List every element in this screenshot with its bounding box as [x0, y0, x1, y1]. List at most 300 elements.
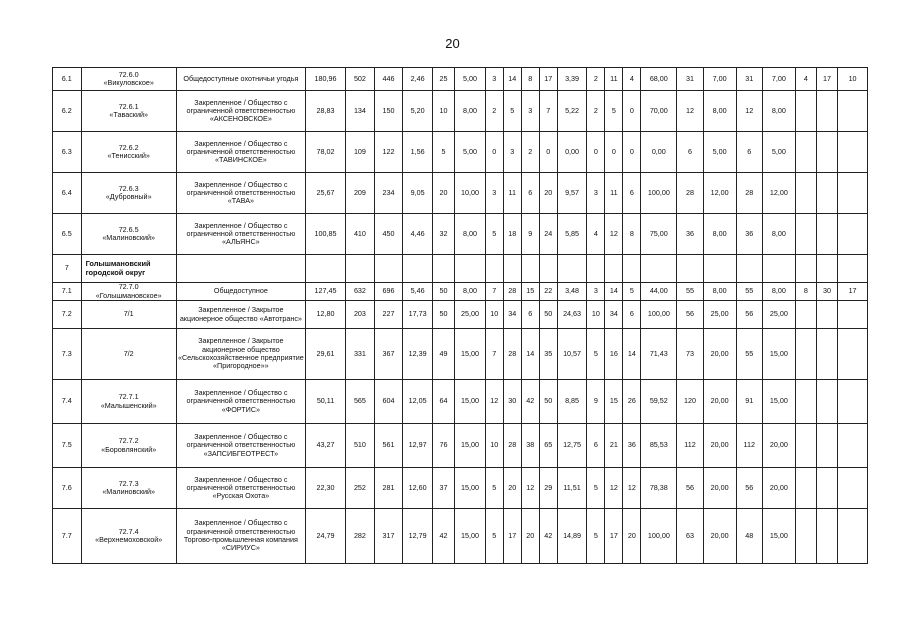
table-row	[53, 301, 868, 329]
value-cell: 5	[503, 91, 521, 132]
value-cell: 55	[736, 329, 762, 380]
value-cell: 3	[587, 283, 605, 301]
table-row	[53, 283, 868, 301]
value-cell: 25	[432, 68, 454, 91]
value-cell: 24,63	[557, 301, 587, 329]
value-cell: 25,00	[703, 301, 736, 329]
value-cell: 5,00	[703, 132, 736, 173]
value-cell: 6	[587, 424, 605, 468]
value-cell: 35	[539, 329, 557, 380]
value-cell: 15,00	[763, 380, 796, 424]
empty-cell	[838, 255, 868, 283]
zone-cell: 72.7.4 «Верхнемоховской»	[81, 509, 176, 564]
value-cell	[795, 424, 816, 468]
empty-cell	[455, 255, 486, 283]
value-cell: 64	[432, 380, 454, 424]
value-cell: 50	[539, 301, 557, 329]
empty-cell	[703, 255, 736, 283]
value-cell: 20	[623, 509, 641, 564]
value-cell	[795, 91, 816, 132]
value-cell: 7	[485, 283, 503, 301]
value-cell: 12,97	[403, 424, 433, 468]
empty-cell	[623, 255, 641, 283]
category-cell: Общедоступное	[176, 283, 305, 301]
value-cell: 29	[539, 468, 557, 509]
value-cell: 9,57	[557, 173, 587, 214]
value-cell	[816, 91, 837, 132]
value-cell: 55	[736, 283, 762, 301]
value-cell: 11	[605, 173, 623, 214]
value-cell: 9	[587, 380, 605, 424]
zone-cell: 72.7.2 «Боровлянский»	[81, 424, 176, 468]
value-cell: 22,30	[305, 468, 345, 509]
value-cell: 122	[374, 132, 403, 173]
value-cell: 8,00	[703, 214, 736, 255]
value-cell	[795, 214, 816, 255]
row-number-cell: 7	[53, 255, 82, 283]
value-cell: 28,83	[305, 91, 345, 132]
value-cell	[795, 132, 816, 173]
hunting-quota-table	[52, 67, 868, 564]
value-cell: 16	[605, 329, 623, 380]
value-cell: 5,00	[763, 132, 796, 173]
value-cell: 5	[485, 468, 503, 509]
value-cell: 28	[503, 283, 521, 301]
value-cell: 12,05	[403, 380, 433, 424]
value-cell: 5,46	[403, 283, 433, 301]
page-number: 20	[445, 36, 460, 51]
value-cell: 14	[623, 329, 641, 380]
value-cell: 134	[346, 91, 375, 132]
empty-cell	[736, 255, 762, 283]
value-cell: 17	[816, 68, 837, 91]
value-cell: 109	[346, 132, 375, 173]
value-cell: 0	[605, 132, 623, 173]
value-cell: 8,00	[763, 214, 796, 255]
value-cell: 632	[346, 283, 375, 301]
value-cell: 76	[432, 424, 454, 468]
table-row	[53, 255, 868, 283]
value-cell: 1,56	[403, 132, 433, 173]
value-cell: 3	[485, 68, 503, 91]
value-cell: 25,00	[455, 301, 486, 329]
value-cell: 15	[521, 283, 539, 301]
value-cell	[838, 301, 868, 329]
value-cell: 56	[677, 468, 703, 509]
zone-cell: 72.6.2 «Тенисский»	[81, 132, 176, 173]
value-cell: 180,96	[305, 68, 345, 91]
value-cell: 3	[503, 132, 521, 173]
value-cell: 12,39	[403, 329, 433, 380]
value-cell	[838, 329, 868, 380]
value-cell	[795, 173, 816, 214]
empty-cell	[763, 255, 796, 283]
row-number-cell: 6.2	[53, 91, 82, 132]
value-cell: 20,00	[703, 468, 736, 509]
value-cell: 15,00	[455, 329, 486, 380]
value-cell: 36	[736, 214, 762, 255]
value-cell: 0	[587, 132, 605, 173]
value-cell: 48	[736, 509, 762, 564]
value-cell: 8,00	[455, 91, 486, 132]
value-cell: 9	[521, 214, 539, 255]
value-cell: 20	[521, 509, 539, 564]
value-cell: 28	[503, 329, 521, 380]
value-cell: 34	[605, 301, 623, 329]
value-cell: 10	[587, 301, 605, 329]
value-cell: 68,00	[641, 68, 677, 91]
value-cell: 29,61	[305, 329, 345, 380]
row-number-cell: 6.5	[53, 214, 82, 255]
value-cell: 282	[346, 509, 375, 564]
value-cell: 331	[346, 329, 375, 380]
value-cell: 15,00	[455, 509, 486, 564]
value-cell	[838, 132, 868, 173]
value-cell: 10	[838, 68, 868, 91]
value-cell: 50	[432, 301, 454, 329]
value-cell: 31	[677, 68, 703, 91]
value-cell: 0	[623, 91, 641, 132]
row-number-cell: 7.2	[53, 301, 82, 329]
value-cell: 31	[736, 68, 762, 91]
value-cell: 100,00	[641, 509, 677, 564]
value-cell	[816, 424, 837, 468]
value-cell: 3	[587, 173, 605, 214]
table-row	[53, 424, 868, 468]
value-cell: 2	[521, 132, 539, 173]
empty-cell	[521, 255, 539, 283]
value-cell: 5	[605, 91, 623, 132]
value-cell: 112	[736, 424, 762, 468]
value-cell: 12	[736, 91, 762, 132]
value-cell: 281	[374, 468, 403, 509]
category-cell: Закрепленное / Общество с ограниченной ответственностью «Русская Охота»	[176, 468, 305, 509]
category-cell: Закрепленное / Закрытое акционерное общество «Сельскохозяйственное предприятие «Пригородное»»	[176, 329, 305, 380]
table-row	[53, 173, 868, 214]
value-cell: 44,00	[641, 283, 677, 301]
value-cell: 120	[677, 380, 703, 424]
zone-cell: 72.7.0 «Голышмановское»	[81, 283, 176, 301]
value-cell: 14	[605, 283, 623, 301]
value-cell: 15,00	[763, 509, 796, 564]
value-cell: 50	[539, 380, 557, 424]
value-cell: 0,00	[557, 132, 587, 173]
category-cell: Закрепленное / Общество с ограниченной ответственностью «АЛЬЯНС»	[176, 214, 305, 255]
value-cell: 0,00	[641, 132, 677, 173]
value-cell: 17	[838, 283, 868, 301]
value-cell: 56	[736, 301, 762, 329]
table-row	[53, 329, 868, 380]
value-cell: 24,79	[305, 509, 345, 564]
value-cell: 450	[374, 214, 403, 255]
value-cell: 78,02	[305, 132, 345, 173]
value-cell: 11	[605, 68, 623, 91]
value-cell: 8	[623, 214, 641, 255]
value-cell: 12	[677, 91, 703, 132]
value-cell: 604	[374, 380, 403, 424]
value-cell: 4	[623, 68, 641, 91]
value-cell: 7,00	[703, 68, 736, 91]
value-cell: 20,00	[703, 380, 736, 424]
value-cell: 15,00	[455, 424, 486, 468]
category-cell: Закрепленное / Общество с ограниченной ответственностью Торгово-промышленная компания «СИРИУС»	[176, 509, 305, 564]
value-cell: 561	[374, 424, 403, 468]
category-cell: Закрепленное / Общество с ограниченной ответственностью «АКСЕНОВСКОЕ»	[176, 91, 305, 132]
table-row	[53, 132, 868, 173]
row-number-cell: 7.6	[53, 468, 82, 509]
value-cell: 5,85	[557, 214, 587, 255]
value-cell: 15,00	[763, 329, 796, 380]
value-cell: 12,60	[403, 468, 433, 509]
category-cell: Закрепленное / Общество с ограниченной ответственностью «ТАВА»	[176, 173, 305, 214]
value-cell: 5,00	[455, 68, 486, 91]
value-cell	[795, 380, 816, 424]
value-cell: 20,00	[703, 329, 736, 380]
value-cell: 0	[623, 132, 641, 173]
value-cell: 10,57	[557, 329, 587, 380]
value-cell	[838, 509, 868, 564]
category-cell: Закрепленное / Общество с ограниченной ответственностью «ТАВИНСКОЕ»	[176, 132, 305, 173]
empty-cell	[403, 255, 433, 283]
value-cell: 17,73	[403, 301, 433, 329]
value-cell: 7	[485, 329, 503, 380]
value-cell: 502	[346, 68, 375, 91]
value-cell: 85,53	[641, 424, 677, 468]
value-cell	[838, 214, 868, 255]
value-cell: 17	[539, 68, 557, 91]
value-cell	[838, 91, 868, 132]
empty-cell	[432, 255, 454, 283]
value-cell: 12,00	[763, 173, 796, 214]
zone-cell: 72.7.3 «Малиновский»	[81, 468, 176, 509]
value-cell: 410	[346, 214, 375, 255]
value-cell: 12,75	[557, 424, 587, 468]
value-cell: 150	[374, 91, 403, 132]
district-name-cell: Голышмановский городской округ	[81, 255, 176, 283]
empty-cell	[176, 255, 305, 283]
value-cell	[795, 329, 816, 380]
value-cell: 14,89	[557, 509, 587, 564]
value-cell: 36	[623, 424, 641, 468]
empty-cell	[305, 255, 345, 283]
value-cell: 12,80	[305, 301, 345, 329]
value-cell: 28	[677, 173, 703, 214]
value-cell: 21	[605, 424, 623, 468]
value-cell: 6	[521, 173, 539, 214]
value-cell: 20,00	[703, 509, 736, 564]
value-cell: 25,00	[763, 301, 796, 329]
table-row	[53, 509, 868, 564]
zone-cell: 72.6.5 «Малиновский»	[81, 214, 176, 255]
row-number-cell: 7.7	[53, 509, 82, 564]
value-cell: 50,11	[305, 380, 345, 424]
value-cell: 14	[521, 329, 539, 380]
value-cell: 209	[346, 173, 375, 214]
value-cell: 446	[374, 68, 403, 91]
value-cell: 4	[587, 214, 605, 255]
value-cell: 34	[503, 301, 521, 329]
value-cell: 2	[587, 68, 605, 91]
value-cell: 20	[503, 468, 521, 509]
value-cell: 15	[605, 380, 623, 424]
value-cell: 37	[432, 468, 454, 509]
row-number-cell: 6.3	[53, 132, 82, 173]
value-cell	[795, 509, 816, 564]
value-cell: 38	[521, 424, 539, 468]
value-cell: 42	[539, 509, 557, 564]
value-cell: 565	[346, 380, 375, 424]
row-number-cell: 7.5	[53, 424, 82, 468]
value-cell: 112	[677, 424, 703, 468]
value-cell: 8	[795, 283, 816, 301]
category-cell: Общедоступные охотничьи угодья	[176, 68, 305, 91]
value-cell: 10,00	[455, 173, 486, 214]
value-cell	[816, 380, 837, 424]
table-row	[53, 380, 868, 424]
empty-cell	[346, 255, 375, 283]
row-number-cell: 7.3	[53, 329, 82, 380]
value-cell	[838, 380, 868, 424]
value-cell: 203	[346, 301, 375, 329]
empty-cell	[795, 255, 816, 283]
value-cell: 8,00	[455, 214, 486, 255]
value-cell: 8	[521, 68, 539, 91]
row-number-cell: 7.1	[53, 283, 82, 301]
value-cell: 28	[503, 424, 521, 468]
zone-cell: 7/2	[81, 329, 176, 380]
value-cell	[795, 301, 816, 329]
value-cell	[816, 509, 837, 564]
value-cell	[838, 424, 868, 468]
value-cell: 75,00	[641, 214, 677, 255]
value-cell: 5,00	[455, 132, 486, 173]
value-cell: 234	[374, 173, 403, 214]
value-cell: 15,00	[455, 380, 486, 424]
table-row	[53, 91, 868, 132]
empty-cell	[677, 255, 703, 283]
table-row	[53, 214, 868, 255]
empty-cell	[816, 255, 837, 283]
value-cell	[816, 301, 837, 329]
value-cell: 252	[346, 468, 375, 509]
value-cell: 100,00	[641, 301, 677, 329]
value-cell: 5	[587, 509, 605, 564]
value-cell: 71,43	[641, 329, 677, 380]
value-cell: 0	[485, 132, 503, 173]
value-cell: 2,46	[403, 68, 433, 91]
table-row	[53, 468, 868, 509]
value-cell: 78,38	[641, 468, 677, 509]
value-cell: 7	[539, 91, 557, 132]
zone-cell: 72.6.3 «Дубровный»	[81, 173, 176, 214]
value-cell: 3,39	[557, 68, 587, 91]
value-cell: 8,00	[763, 283, 796, 301]
category-cell: Закрепленное / Закрытое акционерное общество «Автотранс»	[176, 301, 305, 329]
value-cell: 100,00	[641, 173, 677, 214]
row-number-cell: 6.1	[53, 68, 82, 91]
value-cell: 9,05	[403, 173, 433, 214]
empty-cell	[485, 255, 503, 283]
value-cell: 70,00	[641, 91, 677, 132]
value-cell: 32	[432, 214, 454, 255]
value-cell: 91	[736, 380, 762, 424]
value-cell	[838, 468, 868, 509]
value-cell: 5	[587, 468, 605, 509]
value-cell: 14	[503, 68, 521, 91]
value-cell: 8,85	[557, 380, 587, 424]
value-cell: 2	[485, 91, 503, 132]
value-cell: 55	[677, 283, 703, 301]
value-cell: 17	[503, 509, 521, 564]
value-cell: 5,20	[403, 91, 433, 132]
value-cell: 18	[503, 214, 521, 255]
value-cell: 12	[605, 214, 623, 255]
value-cell: 12,79	[403, 509, 433, 564]
value-cell: 42	[432, 509, 454, 564]
value-cell: 10	[432, 91, 454, 132]
row-number-cell: 7.4	[53, 380, 82, 424]
value-cell: 5	[623, 283, 641, 301]
value-cell: 25,67	[305, 173, 345, 214]
empty-cell	[641, 255, 677, 283]
empty-cell	[557, 255, 587, 283]
value-cell: 8,00	[703, 283, 736, 301]
value-cell: 12	[623, 468, 641, 509]
value-cell: 127,45	[305, 283, 345, 301]
value-cell: 20,00	[703, 424, 736, 468]
value-cell: 73	[677, 329, 703, 380]
value-cell: 6	[521, 301, 539, 329]
value-cell	[816, 173, 837, 214]
value-cell: 26	[623, 380, 641, 424]
zone-cell: 72.7.1 «Малышенский»	[81, 380, 176, 424]
value-cell: 12	[485, 380, 503, 424]
value-cell: 20	[432, 173, 454, 214]
value-cell: 8,00	[455, 283, 486, 301]
value-cell: 56	[677, 301, 703, 329]
value-cell: 4,46	[403, 214, 433, 255]
value-cell: 510	[346, 424, 375, 468]
value-cell: 2	[587, 91, 605, 132]
value-cell: 5	[587, 329, 605, 380]
value-cell: 3	[521, 91, 539, 132]
value-cell: 36	[677, 214, 703, 255]
value-cell	[816, 214, 837, 255]
value-cell: 50	[432, 283, 454, 301]
value-cell: 3,48	[557, 283, 587, 301]
value-cell: 49	[432, 329, 454, 380]
value-cell: 28	[736, 173, 762, 214]
value-cell: 8,00	[703, 91, 736, 132]
value-cell	[816, 329, 837, 380]
value-cell: 317	[374, 509, 403, 564]
empty-cell	[605, 255, 623, 283]
value-cell: 5	[485, 509, 503, 564]
value-cell	[795, 468, 816, 509]
value-cell: 6	[736, 132, 762, 173]
value-cell: 30	[503, 380, 521, 424]
empty-cell	[503, 255, 521, 283]
zone-cell: 72.6.0 «Викуловское»	[81, 68, 176, 91]
value-cell: 4	[795, 68, 816, 91]
value-cell: 56	[736, 468, 762, 509]
value-cell: 22	[539, 283, 557, 301]
value-cell	[816, 468, 837, 509]
empty-cell	[539, 255, 557, 283]
value-cell: 11,51	[557, 468, 587, 509]
value-cell: 17	[605, 509, 623, 564]
category-cell: Закрепленное / Общество с ограниченной ответственностью «ФОРТИС»	[176, 380, 305, 424]
